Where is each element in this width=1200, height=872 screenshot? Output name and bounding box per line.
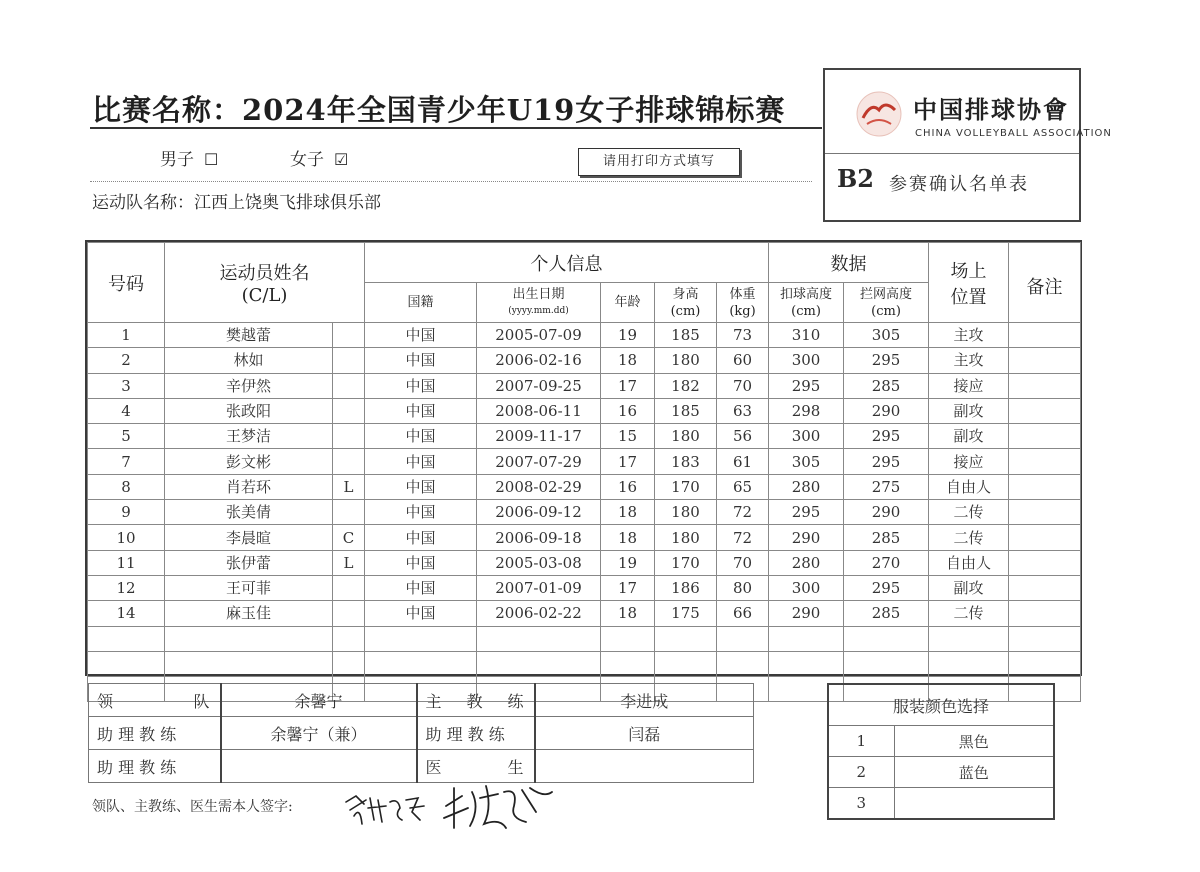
doctor-name xyxy=(535,750,754,783)
female-checkbox[interactable]: ☑ xyxy=(334,150,349,169)
player-note xyxy=(1009,500,1081,525)
male-checkbox[interactable]: ☐ xyxy=(204,150,219,169)
player-birth: 2008-06-11 xyxy=(477,398,601,423)
player-height: 175 xyxy=(655,601,717,626)
row-number: 1 xyxy=(88,323,165,348)
player-position: 接应 xyxy=(929,373,1009,398)
player-weight: 65 xyxy=(717,474,769,499)
player-birth: 2005-03-08 xyxy=(477,550,601,575)
player-age: 18 xyxy=(601,601,655,626)
col-spike-header xyxy=(769,283,844,323)
row-number xyxy=(88,626,165,651)
player-block: 295 xyxy=(844,424,929,449)
player-age: 18 xyxy=(601,525,655,550)
player-birth: 2006-02-16 xyxy=(477,348,601,373)
player-name: 彭文彬 xyxy=(165,449,333,474)
leader-signature xyxy=(342,790,432,834)
association-en-name: CHINA VOLLEYBALL ASSOCIATION xyxy=(915,128,1112,139)
player-height xyxy=(655,626,717,651)
team-label: 运动队名称： xyxy=(92,193,194,213)
player-role xyxy=(333,500,365,525)
player-age xyxy=(601,626,655,651)
block-header-unit: (cm) xyxy=(871,303,901,319)
table-row xyxy=(88,323,1081,348)
player-weight: 80 xyxy=(717,575,769,600)
table-row xyxy=(88,474,1081,499)
logo-divider xyxy=(825,153,1079,154)
table-row xyxy=(88,550,1081,575)
leader-label xyxy=(89,684,221,717)
player-role: C xyxy=(333,525,365,550)
player-spike: 295 xyxy=(769,373,844,398)
player-name: 樊越蕾 xyxy=(165,323,333,348)
player-block: 285 xyxy=(844,525,929,550)
player-nationality xyxy=(365,626,477,651)
col-nationality-header: 国籍 xyxy=(365,283,477,323)
player-note xyxy=(1009,601,1081,626)
player-nationality: 中国 xyxy=(365,424,477,449)
player-block: 290 xyxy=(844,500,929,525)
player-birth: 2009-11-17 xyxy=(477,424,601,449)
player-weight: 66 xyxy=(717,601,769,626)
head-coach-name: 李进成 xyxy=(535,684,754,717)
player-name: 麻玉佳 xyxy=(165,601,333,626)
roster-table-frame xyxy=(85,240,1082,676)
player-spike: 280 xyxy=(769,474,844,499)
player-birth: 2007-09-25 xyxy=(477,373,601,398)
player-block: 295 xyxy=(844,449,929,474)
staff-table xyxy=(88,683,754,783)
association-cn-name: 中国排球协會 xyxy=(913,96,1069,124)
player-weight: 61 xyxy=(717,449,769,474)
player-weight: 72 xyxy=(717,525,769,550)
player-position: 二传 xyxy=(929,500,1009,525)
player-height: 183 xyxy=(655,449,717,474)
player-height: 180 xyxy=(655,525,717,550)
player-block: 270 xyxy=(844,550,929,575)
player-birth: 2008-02-29 xyxy=(477,474,601,499)
player-spike: 305 xyxy=(769,449,844,474)
position-header-line1: 场上 xyxy=(950,260,987,282)
player-age xyxy=(601,651,655,676)
player-spike: 300 xyxy=(769,424,844,449)
roster-table xyxy=(87,242,1081,702)
player-nationality: 中国 xyxy=(365,449,477,474)
player-role xyxy=(333,373,365,398)
player-role xyxy=(333,449,365,474)
signature-label: 领队、主教练、医生需本人签字: xyxy=(92,799,293,815)
leader-name: 余馨宁 xyxy=(221,684,417,717)
player-note xyxy=(1009,525,1081,550)
asst-coach2-name: 闫磊 xyxy=(535,717,754,750)
player-birth: 2006-02-22 xyxy=(477,601,601,626)
player-spike: 310 xyxy=(769,323,844,348)
col-height-header xyxy=(655,283,717,323)
player-role: L xyxy=(333,550,365,575)
player-age: 15 xyxy=(601,424,655,449)
male-option[interactable] xyxy=(160,145,218,170)
player-role xyxy=(333,348,365,373)
weight-header-text: 体重 xyxy=(729,286,756,302)
player-nationality: 中国 xyxy=(365,500,477,525)
table-row xyxy=(88,651,1081,676)
player-block: 295 xyxy=(844,348,929,373)
player-role: L xyxy=(333,474,365,499)
player-nationality: 中国 xyxy=(365,474,477,499)
table-row xyxy=(88,449,1081,474)
player-name: 肖若环 xyxy=(165,474,333,499)
personal-info-header: 个人信息 xyxy=(365,243,769,283)
player-spike: 298 xyxy=(769,398,844,423)
player-age: 19 xyxy=(601,323,655,348)
player-role xyxy=(333,601,365,626)
player-position: 主攻 xyxy=(929,348,1009,373)
player-weight: 73 xyxy=(717,323,769,348)
player-age: 17 xyxy=(601,373,655,398)
team-name: 江西上饶奥飞排球俱乐部 xyxy=(194,193,381,213)
table-row xyxy=(88,398,1081,423)
player-weight: 70 xyxy=(717,373,769,398)
player-name: 张伊蕾 xyxy=(165,550,333,575)
player-spike: 290 xyxy=(769,601,844,626)
row-number: 4 xyxy=(88,398,165,423)
player-weight: 63 xyxy=(717,398,769,423)
player-age: 16 xyxy=(601,474,655,499)
player-height: 180 xyxy=(655,500,717,525)
player-block xyxy=(844,626,929,651)
player-block: 295 xyxy=(844,575,929,600)
birth-header-format: (yyyy.mm.dd) xyxy=(508,305,569,316)
table-row xyxy=(88,500,1081,525)
player-spike: 295 xyxy=(769,500,844,525)
table-row xyxy=(88,626,1081,651)
height-header-text: 身高 xyxy=(672,286,699,302)
uniform-table-frame xyxy=(827,683,1053,820)
player-birth: 2005-07-09 xyxy=(477,323,601,348)
player-block: 305 xyxy=(844,323,929,348)
player-birth: 2007-07-29 xyxy=(477,449,601,474)
height-header-unit: (cm) xyxy=(670,303,701,319)
spike-header-unit: (cm) xyxy=(791,303,821,319)
player-note xyxy=(1009,449,1081,474)
data-header: 数据 xyxy=(769,243,929,283)
player-name xyxy=(165,626,333,651)
player-height: 186 xyxy=(655,575,717,600)
player-name: 辛伊然 xyxy=(165,373,333,398)
table-row xyxy=(88,373,1081,398)
player-age: 19 xyxy=(601,550,655,575)
player-nationality: 中国 xyxy=(365,575,477,600)
form-title: 参赛确认名单表 xyxy=(889,174,1029,195)
player-position: 副攻 xyxy=(929,575,1009,600)
player-position xyxy=(929,626,1009,651)
player-weight xyxy=(717,626,769,651)
player-name: 林如 xyxy=(165,348,333,373)
player-note xyxy=(1009,398,1081,423)
name-header-text: 运动员姓名 xyxy=(219,263,310,284)
birth-header-text: 出生日期 xyxy=(512,286,565,302)
player-nationality: 中国 xyxy=(365,550,477,575)
team-name-line xyxy=(92,188,381,213)
doctor-label-b: 生 xyxy=(507,757,524,777)
player-role xyxy=(333,323,365,348)
player-height: 185 xyxy=(655,323,717,348)
position-header-line2: 位置 xyxy=(950,286,987,308)
uniform-table xyxy=(827,683,1055,820)
player-spike: 290 xyxy=(769,525,844,550)
player-age: 17 xyxy=(601,449,655,474)
player-position: 接应 xyxy=(929,449,1009,474)
asst-coach-name: 余馨宁（兼） xyxy=(221,717,417,750)
player-weight xyxy=(717,651,769,676)
competition-title: 比赛名称：2024年全国青少年U19女子排球锦标赛 xyxy=(92,93,786,127)
player-block: 275 xyxy=(844,474,929,499)
player-role xyxy=(333,575,365,600)
player-name: 王可菲 xyxy=(165,575,333,600)
leader-label-b: 队 xyxy=(193,691,210,711)
volleyball-emblem-icon xyxy=(853,88,905,144)
col-age-header: 年龄 xyxy=(601,283,655,323)
uniform-no: 1 xyxy=(828,726,894,757)
player-name: 李晨暄 xyxy=(165,525,333,550)
player-note xyxy=(1009,575,1081,600)
player-weight: 72 xyxy=(717,500,769,525)
col-weight-header xyxy=(717,283,769,323)
player-nationality: 中国 xyxy=(365,601,477,626)
row-number: 2 xyxy=(88,348,165,373)
player-note xyxy=(1009,626,1081,651)
player-birth: 2006-09-12 xyxy=(477,500,601,525)
weight-header-unit: (kg) xyxy=(729,303,756,319)
player-height: 182 xyxy=(655,373,717,398)
asst-coach2-label: 助 理 教 练 xyxy=(417,717,535,750)
row-number xyxy=(88,651,165,676)
staff-table-frame xyxy=(88,683,753,783)
player-block: 285 xyxy=(844,601,929,626)
player-birth: 2007-01-09 xyxy=(477,575,601,600)
uniform-color: 蓝色 xyxy=(894,757,1054,788)
asst-coach-label: 助 理 教 练 xyxy=(89,717,221,750)
uniform-color xyxy=(894,788,1054,820)
block-header-text: 拦网高度 xyxy=(860,286,913,302)
player-note xyxy=(1009,323,1081,348)
association-logo-box xyxy=(823,68,1112,222)
player-nationality: 中国 xyxy=(365,323,477,348)
table-row xyxy=(88,601,1081,626)
uniform-no: 2 xyxy=(828,757,894,788)
row-number: 11 xyxy=(88,550,165,575)
player-note xyxy=(1009,348,1081,373)
player-note xyxy=(1009,474,1081,499)
player-position: 二传 xyxy=(929,601,1009,626)
col-block-header xyxy=(844,283,929,323)
table-row xyxy=(88,424,1081,449)
form-code: B2 xyxy=(837,164,874,193)
player-nationality: 中国 xyxy=(365,398,477,423)
col-number-header: 号码 xyxy=(88,243,165,323)
asst-coach3-label: 助 理 教 练 xyxy=(89,750,221,783)
head-coach-label-b: 教 xyxy=(466,691,483,711)
player-name: 张政阳 xyxy=(165,398,333,423)
row-number: 12 xyxy=(88,575,165,600)
player-birth xyxy=(477,626,601,651)
player-spike: 300 xyxy=(769,348,844,373)
uniform-color: 黑色 xyxy=(894,726,1054,757)
male-label: 男子 xyxy=(160,150,194,170)
player-name: 王梦洁 xyxy=(165,424,333,449)
player-block: 290 xyxy=(844,398,929,423)
player-height: 180 xyxy=(655,348,717,373)
player-name: 张美倩 xyxy=(165,500,333,525)
table-row xyxy=(88,525,1081,550)
player-position: 自由人 xyxy=(929,550,1009,575)
spike-header-text: 扣球高度 xyxy=(780,286,833,302)
player-note xyxy=(1009,651,1081,676)
player-position: 副攻 xyxy=(929,424,1009,449)
player-height: 185 xyxy=(655,398,717,423)
player-age: 18 xyxy=(601,500,655,525)
col-remarks-header: 备注 xyxy=(1009,243,1081,323)
leader-label-a: 领 xyxy=(97,691,114,711)
player-note xyxy=(1009,373,1081,398)
player-spike xyxy=(769,626,844,651)
player-birth: 2006-09-18 xyxy=(477,525,601,550)
row-number: 3 xyxy=(88,373,165,398)
col-birth-header xyxy=(477,283,601,323)
table-row xyxy=(88,348,1081,373)
player-block: 285 xyxy=(844,373,929,398)
table-row xyxy=(88,575,1081,600)
row-number: 9 xyxy=(88,500,165,525)
player-block xyxy=(844,651,929,676)
player-age: 18 xyxy=(601,348,655,373)
player-note xyxy=(1009,550,1081,575)
col-position-header xyxy=(929,243,1009,323)
title-underline xyxy=(90,127,822,129)
row-number: 8 xyxy=(88,474,165,499)
player-position: 主攻 xyxy=(929,323,1009,348)
asst-coach3-name xyxy=(221,750,417,783)
player-weight: 56 xyxy=(717,424,769,449)
female-label: 女子 xyxy=(290,150,324,170)
player-height: 170 xyxy=(655,550,717,575)
head-coach-label-a: 主 xyxy=(425,691,442,711)
player-position: 副攻 xyxy=(929,398,1009,423)
head-coach-label xyxy=(417,684,535,717)
name-header-sub: (C/L) xyxy=(241,285,288,306)
player-age: 17 xyxy=(601,575,655,600)
col-name-header xyxy=(165,243,365,323)
player-position: 二传 xyxy=(929,525,1009,550)
doctor-label-a: 医 xyxy=(425,757,442,777)
player-spike xyxy=(769,651,844,676)
player-weight: 70 xyxy=(717,550,769,575)
row-number: 7 xyxy=(88,449,165,474)
roster-body xyxy=(88,323,1081,702)
uniform-no: 3 xyxy=(828,788,894,820)
row-number: 14 xyxy=(88,601,165,626)
player-nationality: 中国 xyxy=(365,348,477,373)
player-nationality: 中国 xyxy=(365,373,477,398)
player-nationality xyxy=(365,651,477,676)
head-coach-signature xyxy=(440,778,560,838)
print-hint-box: 请用打印方式填写 xyxy=(578,148,740,176)
player-role xyxy=(333,651,365,676)
player-weight: 60 xyxy=(717,348,769,373)
player-birth xyxy=(477,651,601,676)
uniform-title: 服装颜色选择 xyxy=(828,684,1054,726)
row-number: 10 xyxy=(88,525,165,550)
player-note xyxy=(1009,424,1081,449)
player-height xyxy=(655,651,717,676)
player-position xyxy=(929,651,1009,676)
head-coach-label-c: 练 xyxy=(507,691,524,711)
row-number: 5 xyxy=(88,424,165,449)
player-height: 170 xyxy=(655,474,717,499)
female-option[interactable] xyxy=(290,145,348,170)
player-age: 16 xyxy=(601,398,655,423)
player-name xyxy=(165,651,333,676)
player-role xyxy=(333,398,365,423)
player-spike: 300 xyxy=(769,575,844,600)
player-height: 180 xyxy=(655,424,717,449)
player-role xyxy=(333,626,365,651)
player-position: 自由人 xyxy=(929,474,1009,499)
player-role xyxy=(333,424,365,449)
player-spike: 280 xyxy=(769,550,844,575)
team-separator xyxy=(90,181,812,182)
player-nationality: 中国 xyxy=(365,525,477,550)
